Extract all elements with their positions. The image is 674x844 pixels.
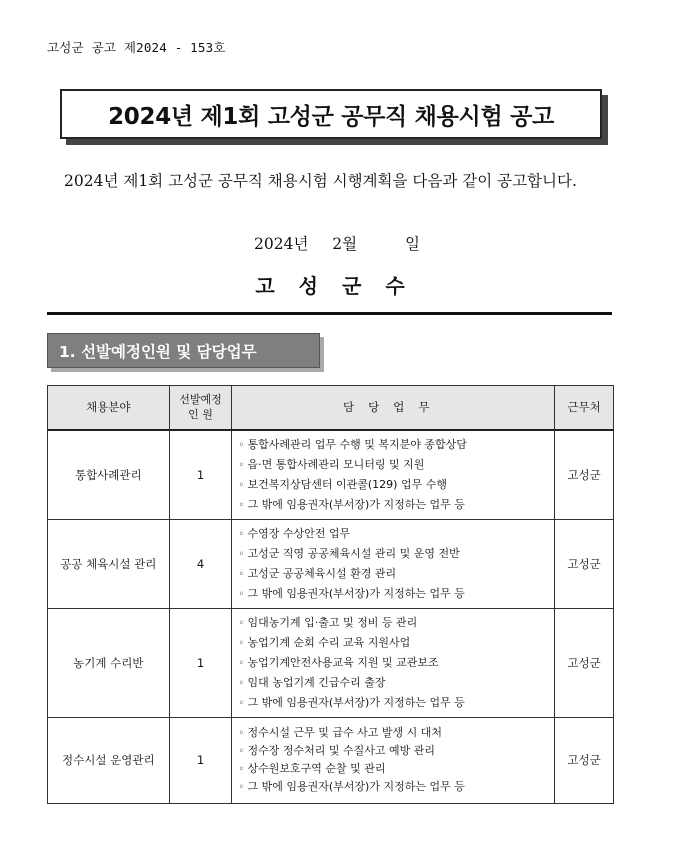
row-duties — [232, 608, 555, 717]
row-field: 농기계 수리반 — [48, 608, 170, 717]
duty-item: ◦ 농업기계안전사용교육 지원 및 교관보조 — [238, 653, 549, 673]
date-year: 2024년 — [254, 235, 309, 253]
duty-item: ◦ 임대 농업기계 긴급수리 출장 — [238, 673, 549, 693]
duty-item: ◦ 정수장 정수처리 및 수질사고 예방 관리 — [238, 742, 549, 760]
row-count: 4 — [169, 519, 232, 608]
header-workplace: 근무처 — [555, 386, 614, 430]
row-field: 정수시설 운영관리 — [48, 717, 170, 803]
signer-title: 고성군수 — [255, 274, 429, 298]
table-row — [48, 717, 614, 803]
divider — [47, 312, 612, 315]
duty-item: ◦ 정수시설 근무 및 급수 사고 발생 시 대처 — [238, 724, 549, 742]
row-count: 1 — [169, 430, 232, 520]
duty-item: ◦ 고성군 직영 공공체육시설 관리 및 운영 전반 — [238, 544, 549, 564]
header-duties: 담당업무 — [232, 386, 555, 430]
duty-item: ◦ 농업기계 순회 수리 교육 지원사업 — [238, 633, 549, 653]
table-row — [48, 430, 614, 520]
page-title: 2024년 제1회 고성군 공무직 채용시험 공고 — [60, 89, 602, 139]
duty-item: ◦ 그 밖에 임용권자(부서장)가 지정하는 업무 등 — [238, 495, 549, 515]
notice-number: 고성군 공고 제2024 - 153호 — [47, 40, 226, 55]
recruitment-table — [47, 385, 614, 804]
duty-item: ◦ 수영장 수상안전 업무 — [238, 524, 549, 544]
duty-item: ◦ 상수원보호구역 순찰 및 관리 — [238, 760, 549, 778]
table-row — [48, 519, 614, 608]
header-count-line2: 인 원 — [188, 408, 213, 422]
row-workplace: 고성군 — [555, 430, 614, 520]
duty-item: ◦ 그 밖에 임용권자(부서장)가 지정하는 업무 등 — [238, 778, 549, 796]
table-row — [48, 608, 614, 717]
header-count-line1: 선발예정 — [179, 393, 222, 407]
duty-item: ◦ 보건복지상담센터 이관콜(129) 업무 수행 — [238, 475, 549, 495]
notice-date — [0, 232, 674, 254]
row-count: 1 — [169, 608, 232, 717]
row-field: 통합사례관리 — [48, 430, 170, 520]
header-field: 채용분야 — [48, 386, 170, 430]
section-title: 1. 선발예정인원 및 담당업무 — [47, 333, 320, 368]
row-workplace: 고성군 — [555, 717, 614, 803]
row-duties — [232, 430, 555, 520]
row-workplace: 고성군 — [555, 519, 614, 608]
duty-item: ◦ 그 밖에 임용권자(부서장)가 지정하는 업무 등 — [238, 693, 549, 713]
table-header-row — [48, 386, 614, 430]
duty-item: ◦ 통합사례관리 업무 수행 및 복지분야 종합상담 — [238, 435, 549, 455]
row-duties — [232, 519, 555, 608]
row-duties — [232, 717, 555, 803]
intro-paragraph: 2024년 제1회 고성군 공무직 채용시험 시행계획을 다음과 같이 공고합니다. — [64, 172, 577, 190]
title-banner — [60, 89, 602, 139]
duty-item: ◦ 임대농기계 입·출고 및 정비 등 관리 — [238, 613, 549, 633]
duty-item: ◦ 그 밖에 임용권자(부서장)가 지정하는 업무 등 — [238, 584, 549, 604]
duty-item: ◦ 읍·면 통합사례관리 모니터링 및 지원 — [238, 455, 549, 475]
date-day: 일 — [405, 235, 420, 253]
duty-item: ◦ 고성군 공공체육시설 환경 관리 — [238, 564, 549, 584]
date-month: 2월 — [332, 235, 358, 253]
header-count — [169, 386, 232, 430]
row-field: 공공 체육시설 관리 — [48, 519, 170, 608]
row-workplace: 고성군 — [555, 608, 614, 717]
row-count: 1 — [169, 717, 232, 803]
